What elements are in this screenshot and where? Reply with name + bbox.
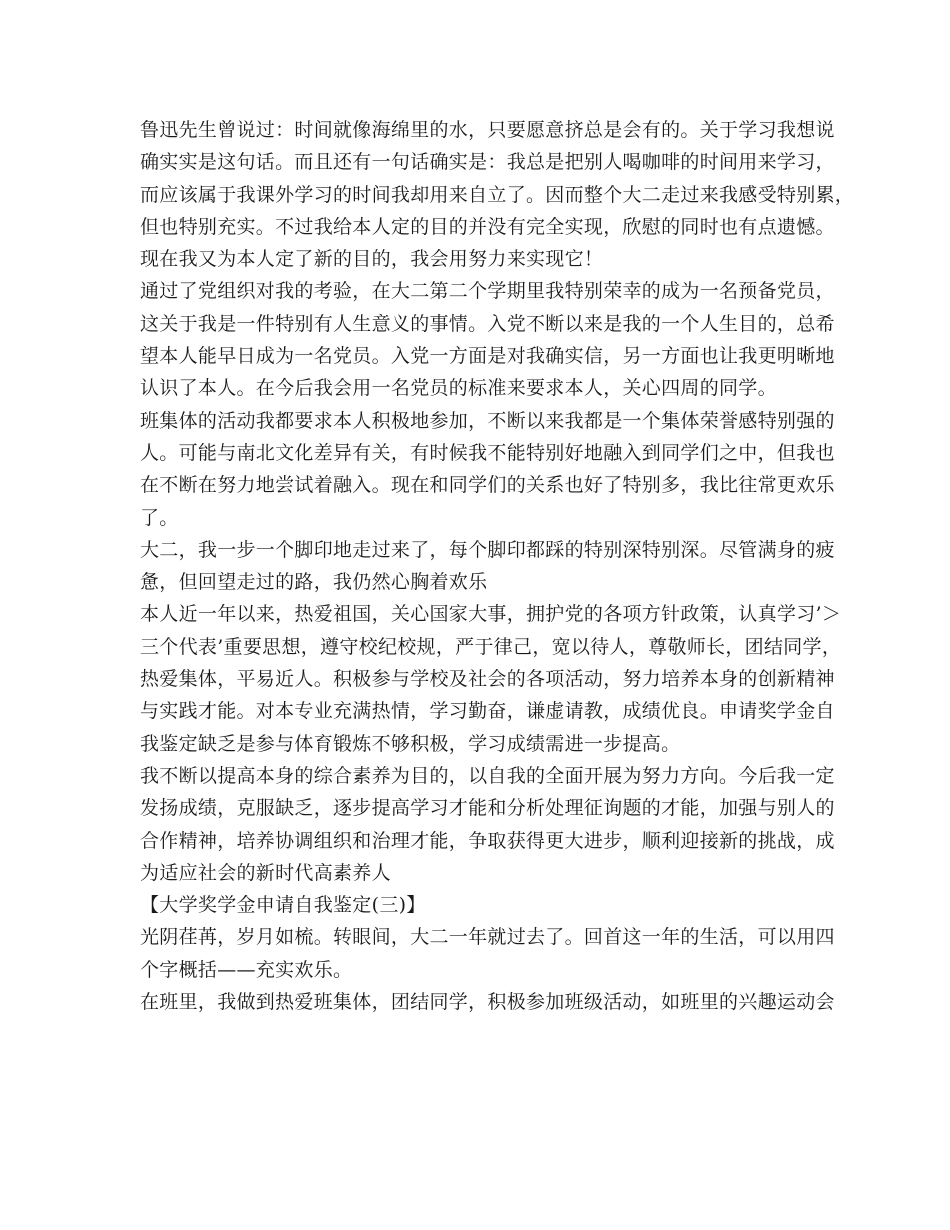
text-line: 通过了党组织对我的考验，在大二第二个学期里我特别荣幸的成为一名预备党员， xyxy=(140,280,835,303)
text-line: 认识了本人。在今后我会用一名党员的标准来要求本人，关心四周的同学。 xyxy=(140,377,777,400)
text-line: 光阴荏苒，岁月如梳。转眼间，大二一年就过去了。回首这一年的生活，可以用四 xyxy=(140,926,835,949)
text-line: 个字概括——充实欢乐。 xyxy=(140,958,353,981)
text-line: 这关于我是一件特别有人生意义的事情。入党不断以来是我的一个人生目的，总希 xyxy=(140,312,835,335)
text-line: 与实践才能。对本专业充满热情，学习勤奋，谦虚请教，成绩优良。申请奖学金自 xyxy=(140,700,835,723)
text-line: 人。可能与南北文化差异有关，有时候我不能特别好地融入到同学们之中，但我也 xyxy=(140,441,835,464)
text-line: 为适应社会的新时代高素养人 xyxy=(140,861,391,884)
text-line: 但也特别充实。不过我给本人定的目的并没有完全实现，欣慰的同时也有点遗憾。 xyxy=(140,215,835,238)
text-line: 在班里，我做到热爱班集体，团结同学，积极参加班级活动，如班里的兴趣运动会 xyxy=(140,991,835,1014)
text-line: 在不断在努力地尝试着融入。现在和同学们的关系也好了特别多，我比往常更欢乐 xyxy=(140,474,835,497)
text-line: 发扬成绩，克服缺乏，逐步提高学习才能和分析处理征询题的才能，加强与别人的 xyxy=(140,797,835,820)
text-line: 而应该属于我课外学习的时间我却用来自立了。因而整个大二走过来我感受特别累， xyxy=(140,183,855,206)
text-line: 望本人能早日成为一名党员。入党一方面是对我确实信，另一方面也让我更明晰地 xyxy=(140,345,835,368)
text-line: 班集体的活动我都要求本人积极地参加，不断以来我都是一个集体荣誉感特别强的 xyxy=(140,409,835,432)
text-line: 了。 xyxy=(140,506,179,529)
text-line: 惫，但回望走过的路，我仍然心胸着欢乐 xyxy=(140,571,488,594)
text-line: 本人近一年以来，热爱祖国，关心国家大事，拥护党的各项方针政策，认真学习’＞ xyxy=(140,603,842,626)
text-line: 鲁迅先生曾说过：时间就像海绵里的水，只要愿意挤总是会有的。关于学习我想说 xyxy=(140,119,835,141)
text-line: 合作精神，培养协调组织和治理才能，争取获得更大进步，顺利迎接新的挑战，成 xyxy=(140,829,835,852)
text-line: 我鉴定缺乏是参与体育锻炼不够积极，学习成绩需进一步提高。 xyxy=(140,732,681,755)
document-body xyxy=(140,114,855,1018)
section-heading: 【大学奖学金申请自我鉴定(三)】 xyxy=(140,894,426,917)
text-line: 大二，我一步一个脚印地走过来了，每个脚印都踩的特别深特别深。尽管满身的疲 xyxy=(140,538,835,561)
text-line: 确实实是这句话。而且还有一句话确实是：我总是把别人喝咖啡的时间用来学习， xyxy=(140,151,835,174)
text-line: 现在我又为本人定了新的目的，我会用努力来实现它！ xyxy=(140,248,604,271)
text-line: 我不断以提高本身的综合素养为目的，以自我的全面开展为努力方向。今后我一定 xyxy=(140,764,835,787)
text-line: 三个代表’重要思想，遵守校纪校规，严于律己，宽以待人，尊敬师长，团结同学， xyxy=(140,635,842,658)
text-line: 热爱集体，平易近人。积极参与学校及社会的各项活动，努力培养本身的创新精神 xyxy=(140,668,835,691)
